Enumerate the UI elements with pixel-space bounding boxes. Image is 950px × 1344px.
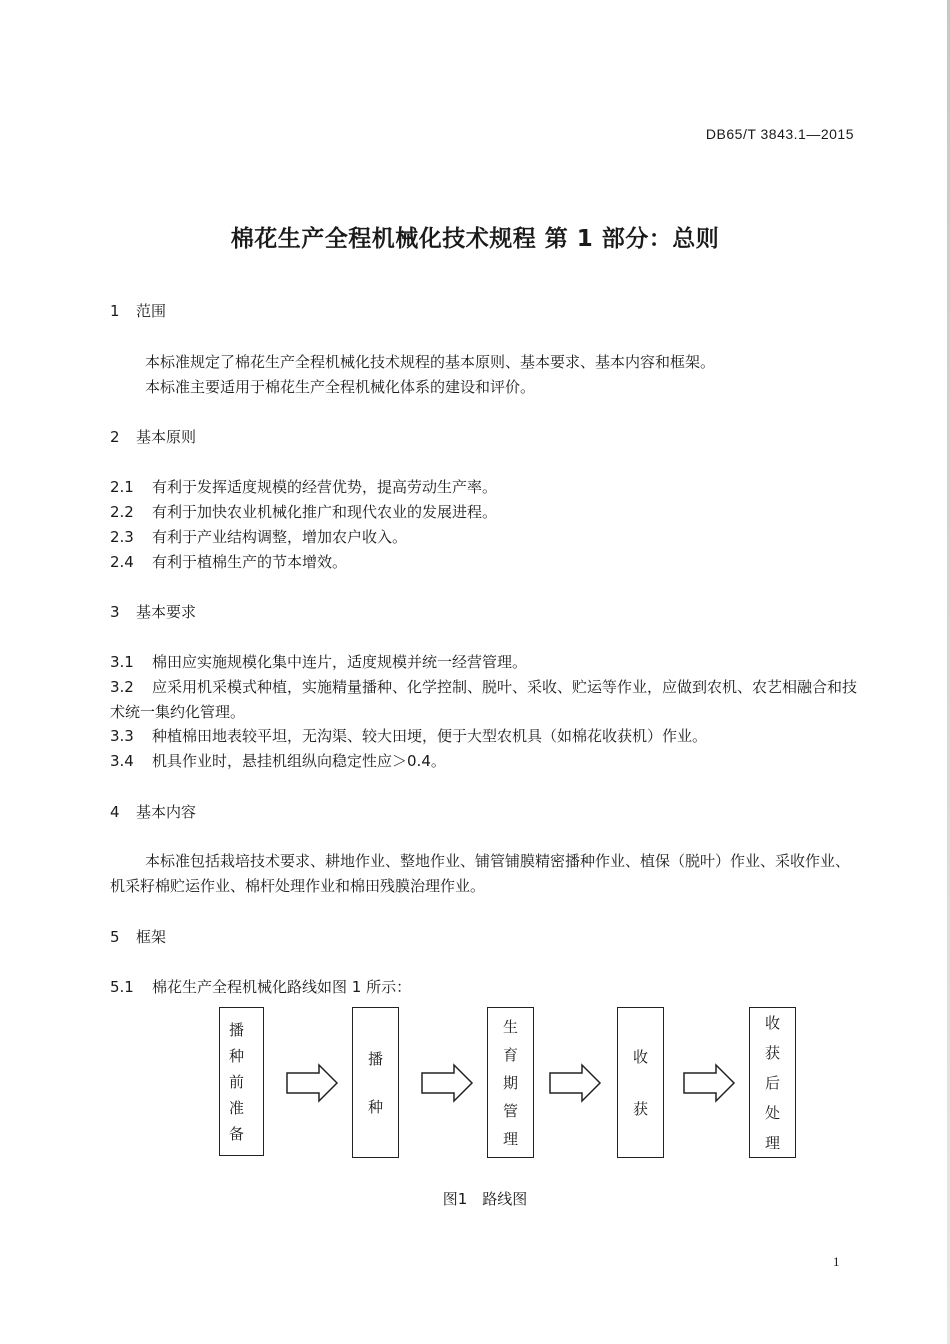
section-5-heading: [110, 926, 166, 947]
clause-2-3: [110, 526, 407, 547]
step-char: 获: [632, 1099, 648, 1118]
clause-text: 棉花生产全程机械化路线如图 1 所示：: [152, 978, 412, 996]
step-box-pre-sowing: [219, 1007, 264, 1156]
section-title: 基本要求: [136, 603, 197, 621]
clause-number: 2.2: [110, 503, 134, 521]
clause-number: 3.4: [110, 752, 134, 770]
clause-2-2: [110, 501, 497, 522]
step-char: 生: [502, 1017, 518, 1036]
step-box-growth-management: [487, 1007, 534, 1158]
section-number: 4: [110, 803, 120, 821]
section-1-heading: [110, 300, 166, 321]
section-number: 1: [110, 302, 120, 320]
clause-text: 机具作业时，悬挂机组纵向稳定性应＞0.4。: [152, 752, 446, 770]
section-2-heading: [110, 426, 196, 447]
section-number: 5: [110, 928, 120, 946]
clause-number: 2.3: [110, 528, 134, 546]
step-char: 获: [764, 1043, 780, 1062]
clause-number: 3.2: [110, 678, 134, 696]
clause-number: 5.1: [110, 978, 134, 996]
page-number: 1: [833, 1254, 840, 1269]
step-char: 种: [367, 1097, 383, 1116]
section-title: 基本原则: [136, 428, 197, 446]
section-1-paragraph-1: 本标准规定了棉花生产全程机械化技术规程的基本原则、基本要求、基本内容和框架。: [145, 353, 716, 371]
step-box-sowing: [352, 1007, 399, 1158]
step-char: 后: [764, 1073, 780, 1092]
step-char: 准: [229, 1098, 245, 1117]
step-char: 理: [502, 1129, 518, 1148]
flow-arrow-icon: [420, 1063, 475, 1103]
clause-number: 3.1: [110, 653, 134, 671]
standard-code: DB65/T 3843.1—2015: [705, 126, 854, 142]
step-char: 种: [229, 1046, 245, 1065]
clause-text: 有利于加快农业机械化推广和现代农业的发展进程。: [152, 503, 498, 521]
document-title: 棉花生产全程机械化技术规程 第 1 部分：总则: [230, 226, 720, 252]
section-number: 3: [110, 603, 120, 621]
clause-3-2: [110, 675, 858, 725]
clause-2-4: [110, 551, 347, 572]
step-char: 处: [764, 1103, 780, 1122]
clause-number: 2.1: [110, 478, 134, 496]
clause-text: 应采用机采模式种植，实施精量播种、化学控制、脱叶、采收、贮运等作业，应做到农机、农艺相融合和技术统一集约化管理。: [110, 678, 858, 721]
figure-caption: 图1 路线图: [442, 1190, 528, 1208]
clause-text: 种植棉田地表较平坦，无沟渠、较大田埂，便于大型农机具（如棉花收获机）作业。: [152, 727, 708, 745]
step-char: 管: [502, 1101, 518, 1120]
clause-number: 2.4: [110, 553, 134, 571]
clause-text: 有利于植棉生产的节本增效。: [152, 553, 348, 571]
step-char: 理: [764, 1133, 780, 1152]
clause-3-1: [110, 651, 527, 672]
section-title: 框架: [136, 928, 167, 946]
flow-arrow-icon: [548, 1063, 603, 1103]
step-char: 收: [632, 1047, 648, 1066]
clause-5-1: [110, 976, 411, 997]
section-4-paragraph: 本标准包括栽培技术要求、耕地作业、整地作业、铺管铺膜精密播种作业、植保（脱叶）作业、采收作业、机采籽棉贮运作业、棉杆处理作业和棉田残膜治理作业。: [110, 852, 851, 895]
clause-text: 有利于产业结构调整，增加农户收入。: [152, 528, 408, 546]
flow-arrow-icon: [682, 1063, 737, 1103]
section-3-heading: [110, 601, 196, 622]
step-char: 期: [502, 1073, 518, 1092]
section-title: 基本内容: [136, 803, 197, 821]
step-char: 备: [229, 1124, 245, 1143]
section-number: 2: [110, 428, 120, 446]
clause-2-1: [110, 476, 497, 497]
step-char: 播: [229, 1020, 245, 1039]
flow-arrow-icon: [285, 1063, 340, 1103]
clause-number: 3.3: [110, 727, 134, 745]
step-char: 播: [367, 1049, 383, 1068]
step-box-post-harvest: [749, 1007, 796, 1158]
clause-text: 棉田应实施规模化集中连片，适度规模并统一经营管理。: [152, 653, 528, 671]
section-4-heading: [110, 801, 196, 822]
clause-text: 有利于发挥适度规模的经营优势，提高劳动生产率。: [152, 478, 498, 496]
section-1-paragraph-2: 本标准主要适用于棉花生产全程机械化体系的建设和评价。: [145, 378, 536, 396]
section-title: 范围: [136, 302, 167, 320]
step-char: 收: [764, 1013, 780, 1032]
step-box-harvest: [617, 1007, 664, 1158]
clause-3-4: [110, 750, 446, 771]
clause-3-3: [110, 725, 707, 746]
step-char: 育: [502, 1045, 518, 1064]
step-char: 前: [229, 1072, 245, 1091]
